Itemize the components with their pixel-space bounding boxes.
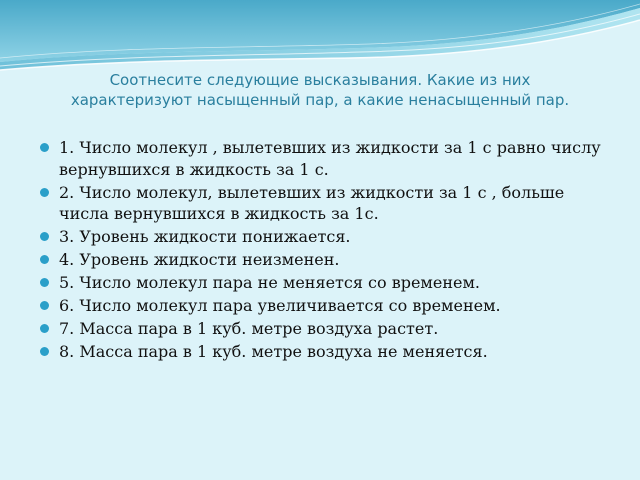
statement-text: 3. Уровень жидкости понижается. — [59, 227, 351, 246]
statement-item-7 — [40, 318, 610, 340]
statement-item-4 — [40, 249, 610, 271]
statement-item-6 — [40, 295, 610, 317]
bullet-icon — [40, 232, 49, 241]
bullet-icon — [40, 255, 49, 264]
statement-text: 7. Масса пара в 1 куб. метре воздуха растет. — [59, 319, 439, 338]
slide-title — [20, 70, 620, 110]
bullet-icon — [40, 347, 49, 356]
bullet-icon — [40, 278, 49, 287]
slide-title-line-1: Соотнесите следующие высказывания. Какие из них — [109, 71, 531, 89]
statement-text: 1. Число молекул , вылетевших из жидкости за 1 с равно числу вернувшихся в жидкость за 1 с. — [59, 138, 601, 179]
bullet-icon — [40, 324, 49, 333]
statement-text: 8. Масса пара в 1 куб. метре воздуха не меняется. — [59, 342, 488, 361]
slide-title-line-2: характеризуют насыщенный пар, а какие ненасыщенный пар. — [70, 91, 570, 109]
statement-text: 4. Уровень жидкости неизменен. — [59, 250, 340, 269]
statement-item-3 — [40, 226, 610, 248]
statement-text: 2. Число молекул, вылетевших из жидкости за 1 с , больше числа вернувшихся в жидкость за 1с. — [59, 182, 565, 223]
bullet-icon — [40, 301, 49, 310]
bullet-icon — [40, 143, 49, 152]
statement-item-1 — [40, 137, 610, 180]
statement-text: 5. Число молекул пара не меняется со временем. — [59, 273, 480, 292]
statement-item-5 — [40, 272, 610, 294]
statement-item-2 — [40, 182, 610, 225]
statement-item-8 — [40, 341, 610, 363]
bullet-icon — [40, 188, 49, 197]
header-wave-decoration — [0, 0, 640, 80]
statement-text: 6. Число молекул пара увеличивается со временем. — [59, 296, 501, 315]
statement-list — [40, 137, 610, 364]
